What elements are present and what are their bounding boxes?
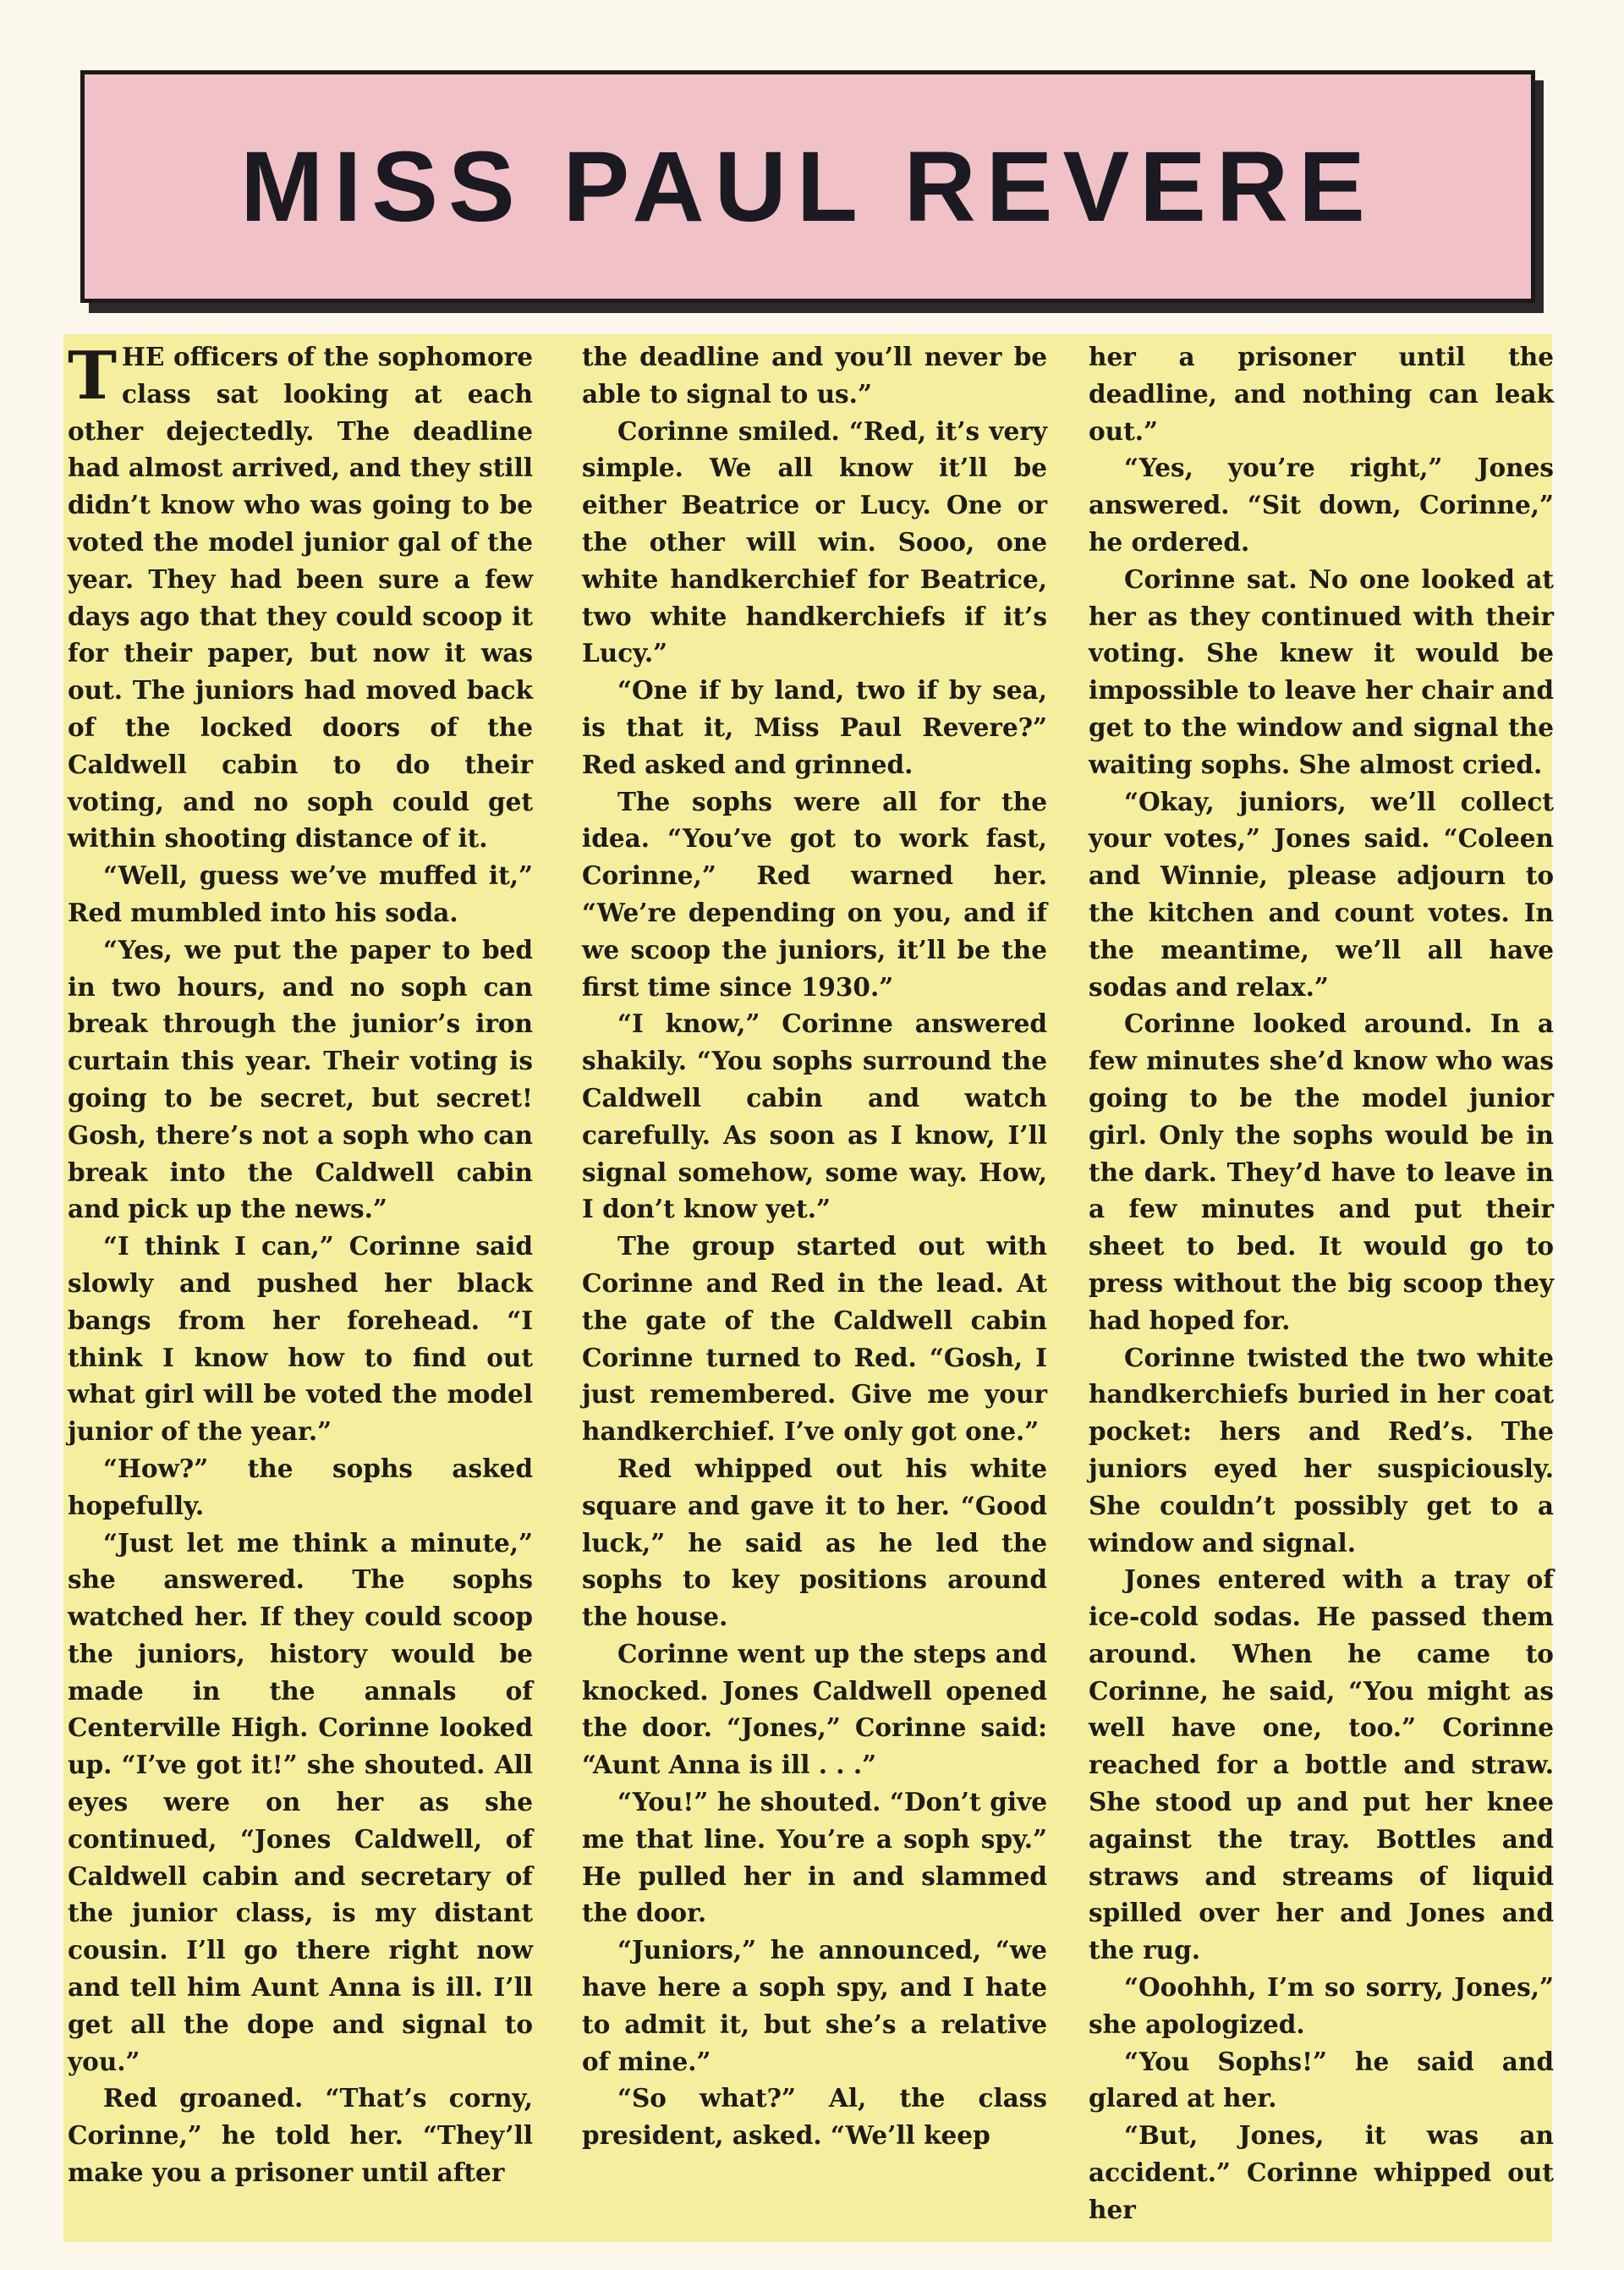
paragraph: “Yes, you’re right,” Jones answered. “Sit down, Corinne,” he ordered. <box>1089 453 1554 557</box>
paragraph: Red groaned. “That’s corny, Corinne,” he told her. “They’ll make you a prisoner until after <box>68 2083 533 2188</box>
paragraph: Corinne sat. No one looked at her as they continued with their voting. She knew it would be impossible to leave her chair and get to the window and signal the waiting sophs. She almost cried. <box>1089 563 1554 779</box>
paragraph: “You!” he shouted. “Don’t give me that line. You’re a soph spy.” He pulled her in and slammed the door. <box>582 1787 1047 1928</box>
drop-cap: T <box>68 338 118 415</box>
paragraph: Jones entered with a tray of ice-cold sodas. He passed them around. When he came to Corinne, he said, “You might as well have one, too.” Corinne reached for a bottle and straw. She stood up and put her knee against the tray. Bottles and straws and streams of liquid spilled over her and Jones and the rug. <box>1089 1564 1554 1965</box>
paragraph: Corinne twisted the two white handkerchiefs buried in her coat pocket: hers and Red’s. The juniors eyed her suspiciously. She couldn’t possibly get to a window and signal. <box>1089 1342 1554 1558</box>
paragraph: “I know,” Corinne answered shakily. “You sophs surround the Caldwell cabin and watch carefully. As soon as I know, I’ll signal somehow, some way. How, I don’t know yet.” <box>582 1009 1047 1224</box>
paragraph: Corinne went up the steps and knocked. Jones Caldwell opened the door. “Jones,” Corinne said: “Aunt Anna is ill . . .” <box>582 1638 1047 1780</box>
paragraph: The sophs were all for the idea. “You’ve got to work fast, Corinne,” Red warned her. “We’re depending on you, and if we scoop the juniors, it’ll be the first time since 1930.” <box>582 786 1047 1002</box>
paragraph: Red whipped out his white square and gave it to her. “Good luck,” he said as he led the sophs to key positions around the house. <box>582 1453 1047 1632</box>
paragraph: “Just let me think a minute,” she answered. The sophs watched her. If they could scoop the juniors, history would be made in the annals of Centerville High. Corinne looked up. “I’ve got it!” she shouted. All eyes were on her as she continued, “Jones Caldwell, of Caldwell cabin and secretary of the junior class, is my distant cousin. I’ll go there right now and tell him Aunt Anna is ill. I’ll get all the dope and signal to you.” <box>68 1527 533 2076</box>
paragraph: “So what?” Al, the class president, asked. “We’ll keep <box>582 2083 1047 2151</box>
paragraph: “Yes, we put the paper to bed in two hours, and no soph can break through the junior’s iron curtain this year. Their voting is going to be secret, but secret! Gosh, there’s not a soph who can break into the Caldwell cabin and pick up the news.” <box>68 934 533 1224</box>
paragraph: “Okay, juniors, we’ll collect your votes,” Jones said. “Coleen and Winnie, please adjourn to the kitchen and count votes. In the meantime, we’ll all have sodas and relax.” <box>1089 786 1554 1002</box>
paragraph: Corinne smiled. “Red, it’s very simple. We all know it’ll be either Beatrice or Lucy. One or the other will win. Sooo, one white handkerchief for Beatrice, two white handkerchiefs if it’s Lucy.” <box>582 415 1047 668</box>
paragraph: “One if by land, two if by sea, is that it, Miss Paul Revere?” Red asked and grinned. <box>582 675 1047 779</box>
paragraph: “But, Jones, it was an accident.” Corinne whipped out her <box>1089 2120 1554 2224</box>
paragraph: THE officers of the sophomore class sat looking at each other dejectedly. The deadline had almost arrived, and they still didn’t know who was going to be voted the model junior gal of the year. They had been sure a few days ago that they could scoop it for their paper, but now it was out. The juniors had moved back of the locked doors of the Caldwell cabin to do their voting, and no soph could get within shooting distance of it. <box>68 338 533 854</box>
paragraph: “Juniors,” he announced, “we have here a soph spy, and I hate to admit it, but she’s a relative of mine.” <box>582 1935 1047 2076</box>
column-2 <box>582 338 1047 2154</box>
paragraph: The group started out with Corinne and Red in the lead. At the gate of the Caldwell cabin Corinne turned to Red. “Gosh, I just remembered. Give me your handkerchief. I’ve only got one.” <box>582 1231 1047 1447</box>
title-banner <box>80 70 1535 303</box>
paragraph: Corinne looked around. In a few minutes she’d know who was going to be the model junior girl. Only the sophs would be in the dark. They’d have to leave in a few minutes and put their sheet to bed. It would go to press without the big scoop they had hoped for. <box>1089 1009 1554 1335</box>
column-1 <box>68 338 533 2191</box>
paragraph: “I think I can,” Corinne said slowly and pushed her black bangs from her forehead. “I think I know how to find out what girl will be voted the model junior of the year.” <box>68 1231 533 1447</box>
paragraph: “Ooohhh, I’m so sorry, Jones,” she apologized. <box>1089 1972 1554 2039</box>
column-3 <box>1089 338 1554 2229</box>
paragraph: the deadline and you’ll never be able to signal to us.” <box>582 342 1047 409</box>
paragraph: “How?” the sophs asked hopefully. <box>68 1453 533 1520</box>
paragraph: “Well, guess we’ve muffed it,” Red mumbled into his soda. <box>68 860 533 927</box>
paragraph: “You Sophs!” he said and glared at her. <box>1089 2046 1554 2113</box>
paragraph: her a prisoner until the deadline, and nothing can leak out.” <box>1089 342 1554 446</box>
story-title: MISS PAUL REVERE <box>240 130 1375 243</box>
